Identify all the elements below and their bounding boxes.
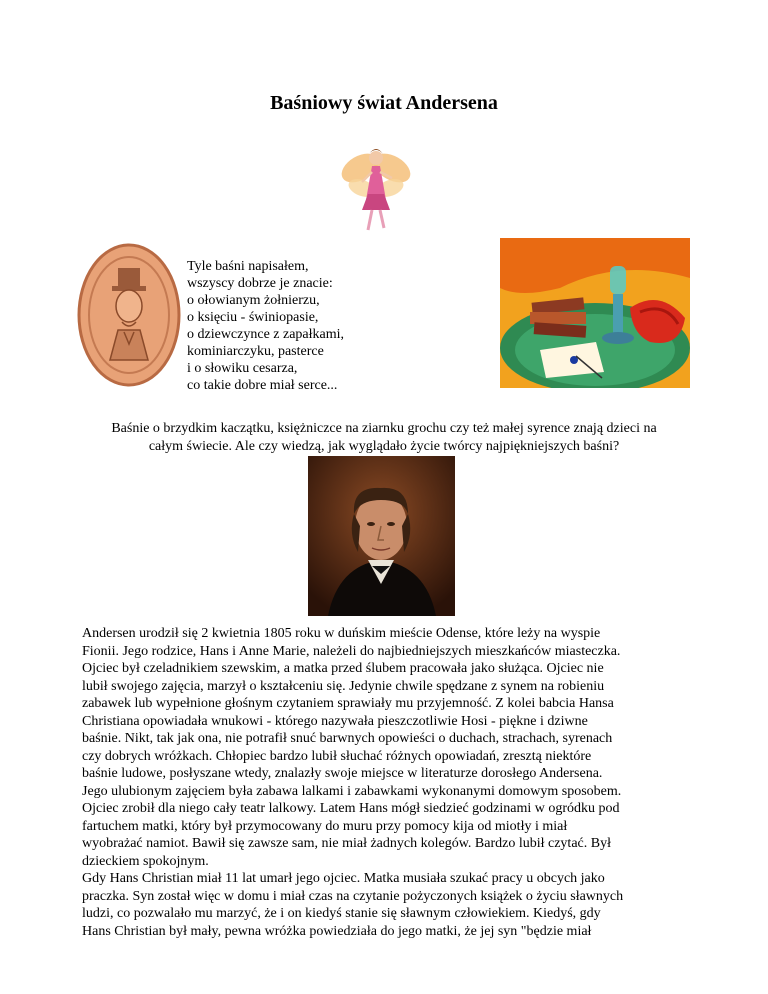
books-and-lamp-painting <box>500 238 690 388</box>
poem-line: Tyle baśni napisałem, <box>187 259 309 274</box>
poem-line: co takie dobre miał serce... <box>187 378 338 393</box>
text-line: Ojciec zrobił dla niego cały teatr lalkowy. Latem Hans mógł siedzieć godzinami w ogródku pod <box>82 801 620 816</box>
andersen-portrait <box>308 456 455 616</box>
poem-line: kominiarczyku, pasterce <box>187 344 324 359</box>
intro-line: całym świecie. Ale czy wiedzą, jak wyglądało życie twórcy najpiękniejszych baśni? <box>148 439 620 454</box>
text-line: ludzi, co pozwalało mu marzyć, że i on kiedyś stanie się sławnym człowiekiem. Kiedyś, gdy <box>82 906 601 921</box>
biography-text <box>82 625 692 940</box>
poem-line: i o słowiku cesarza, <box>187 361 298 376</box>
poem-line: o ołowianym żołnierzu, <box>187 293 320 308</box>
text-line: baśnie ludowe, posłyszane wtedy, znalazły swoje miejsce w literaturze dorosłego Andersena. <box>82 766 603 781</box>
text-line: Hans Christian był mały, pewna wróżka powiedziała do jego matki, że jej syn "będzie miał <box>82 923 592 939</box>
page-title: Baśniowy świat Andersena <box>270 92 498 114</box>
text-line: Fionii. Jego rodzice, Hans i Anne Marie, należeli do najbiedniejszych mieszkańców miasteczka. <box>82 643 621 659</box>
intro-line: Baśnie o brzydkim kaczątku, księżniczce na ziarnku grochu czy też małej syrence znają dzieci na <box>111 421 657 436</box>
text-line: zabawek lub wypełnione głośnym czytaniem sprawiały mu przyjemność. Z kolei babcia Hansa <box>82 696 614 711</box>
text-line: czy dobrych wróżkach. Chłopiec bardzo lubił słuchać różnych opowiadań, zresztą niektóre <box>82 748 592 764</box>
text-line: Andersen urodził się 2 kwietnia 1805 roku w duńskim mieście Odense, które leży na wyspie <box>82 626 601 641</box>
text-line: baśnie. Nikt, tak jak ona, nie potrafił snuć barwnych opowieści o duchach, strachach, syrenach <box>82 731 613 746</box>
text-line: fartuchem matki, który był przymocowany do muru przy pomocy kija od miotły i miał <box>82 818 568 834</box>
intro-paragraph <box>78 420 690 456</box>
poem-line: wszyscy dobrze je znacie: <box>187 276 333 291</box>
text-line: Ojciec był czeladnikiem szewskim, a matka przed ślubem pracowała jako służąca. Ojciec nie <box>82 661 604 676</box>
text-line: dzieckiem spokojnym. <box>82 853 209 869</box>
poem-line: o księciu - świniopasie, <box>187 310 319 325</box>
fairy-illustration <box>336 138 416 238</box>
poem-line: o dziewczynce z zapałkami, <box>187 327 345 342</box>
text-line: Gdy Hans Christian miał 11 lat umarł jego ojciec. Matka musiała szukać pracy u obcych jako <box>82 871 605 886</box>
poem <box>187 258 344 394</box>
text-line: lubił swojego zajęcia, marzył o kształceniu się. Jedynie chwile spędzane z synem na robieniu <box>82 678 605 694</box>
text-line: praczka. Syn został więc w domu i miał czas na czytanie pożyczonych książek o życiu sławnych <box>82 888 624 904</box>
andersen-coin-medallion <box>74 240 184 390</box>
text-line: Jego ulubionym zajęciem była zabawa lalkami i zabawkami wykonanymi domowym sposobem. <box>82 783 622 799</box>
text-line: wyobrażać namiot. Bawił się zawsze sam, nie miał żadnych kolegów. Bardzo lubił czytać. Był <box>82 836 611 851</box>
text-line: Christiana opowiadała wnukowi - którego nazywała pieszczotliwie Hosi - piękne i dziwne <box>82 713 588 729</box>
